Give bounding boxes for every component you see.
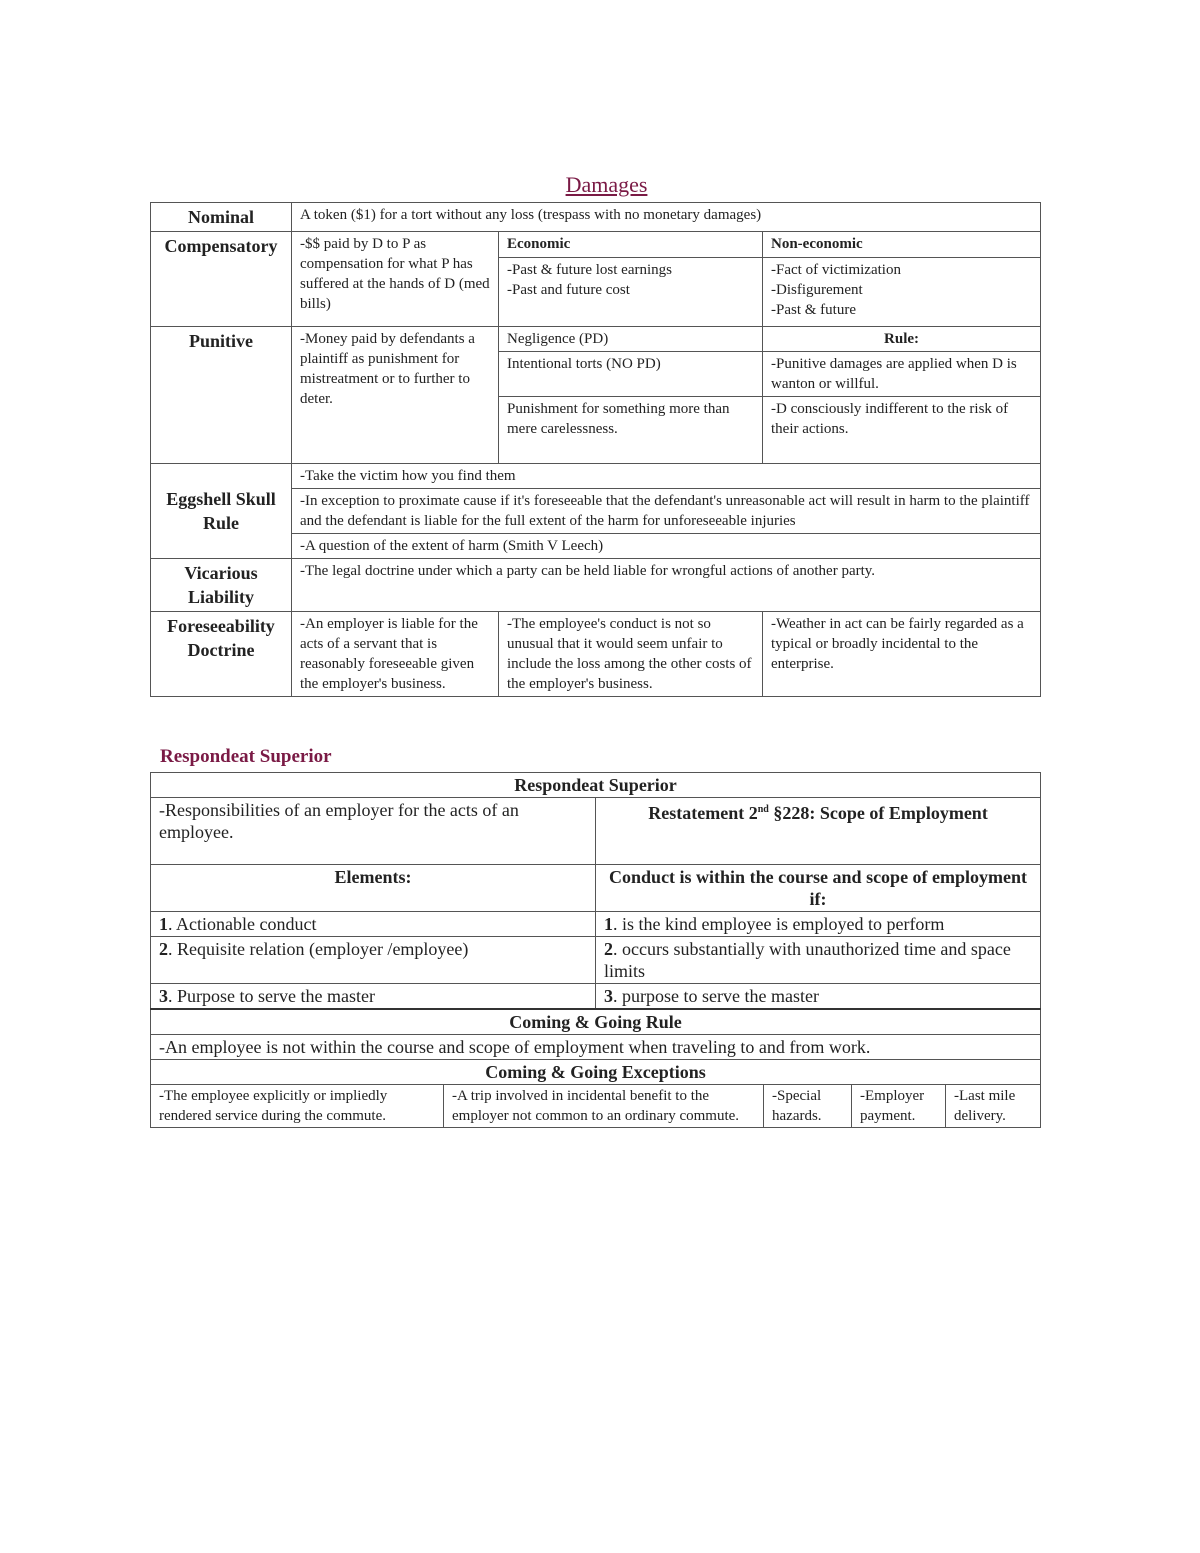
coming-going-head: Coming & Going Rule bbox=[151, 1009, 1041, 1035]
foreseeability-row bbox=[151, 612, 1041, 697]
eggshell-row bbox=[151, 464, 1041, 489]
element-num: 2 bbox=[159, 939, 168, 959]
noneconomic-item: -Past & future bbox=[771, 302, 856, 319]
exception-cell: -A trip involved in incidental benefit to the employer not common to an ordinary commute. bbox=[444, 1085, 764, 1128]
economic-item: -Past and future cost bbox=[507, 282, 630, 299]
foreseeability-label: Foreseeability Doctrine bbox=[151, 612, 292, 697]
economic-head: Economic bbox=[499, 232, 763, 258]
economic-list bbox=[499, 258, 763, 327]
noneconomic-head: Non-economic bbox=[763, 232, 1041, 258]
conduct-text: . is the kind employee is employed to perform bbox=[613, 914, 945, 934]
respondeat-def-row bbox=[151, 798, 1041, 865]
conduct-num: 2 bbox=[604, 939, 613, 959]
exceptions-head-row bbox=[151, 1060, 1041, 1085]
conduct-cell bbox=[596, 984, 1041, 1010]
element-num: 3 bbox=[159, 986, 168, 1006]
nominal-text: A token ($1) for a tort without any loss (trespass with no monetary damages) bbox=[292, 203, 1041, 232]
compensatory-desc: -$$ paid by D to P as compensation for what P has suffered at the hands of D (med bills) bbox=[292, 232, 499, 327]
exception-cell: -Last mile delivery. bbox=[946, 1085, 1041, 1128]
vicarious-text: -The legal doctrine under which a party can be held liable for wrongful actions of another party. bbox=[292, 559, 1041, 612]
exception-cell: -Special hazards. bbox=[764, 1085, 852, 1128]
negligence-cell: Negligence (PD) bbox=[499, 327, 763, 352]
restatement-pre: Restatement 2 bbox=[648, 803, 758, 823]
foreseeability-col: -Weather in act can be fairly regarded as a typical or broadly incidental to the enterprise. bbox=[763, 612, 1041, 697]
foreseeability-col: -The employee's conduct is not so unusual that it would seem unfair to include the loss among the other costs of the employer's business. bbox=[499, 612, 763, 697]
exceptions-head: Coming & Going Exceptions bbox=[151, 1060, 1041, 1085]
rule1-cell: -Punitive damages are applied when D is wanton or willful. bbox=[763, 352, 1041, 397]
punitive-label: Punitive bbox=[151, 327, 292, 464]
rule2-cell: -D consciously indifferent to the risk of their actions. bbox=[763, 397, 1041, 464]
damages-table bbox=[150, 202, 1041, 697]
element-row bbox=[151, 912, 1041, 937]
vicarious-row bbox=[151, 559, 1041, 612]
restatement-post: §228: Scope of Employment bbox=[768, 803, 988, 823]
coming-going-text-row bbox=[151, 1035, 1041, 1060]
respondeat-table-title: Respondeat Superior bbox=[151, 773, 1041, 798]
element-text: . Requisite relation (employer /employee) bbox=[168, 939, 469, 959]
exceptions-row bbox=[151, 1085, 1041, 1128]
restatement-sup: nd bbox=[757, 804, 769, 815]
conduct-text: . occurs substantially with unauthorized time and space limits bbox=[604, 939, 1011, 981]
eggshell-label: Eggshell Skull Rule bbox=[151, 464, 292, 559]
conduct-num: 1 bbox=[604, 914, 613, 934]
noneconomic-item: -Fact of victimization bbox=[771, 262, 901, 279]
coming-going-head-row bbox=[151, 1009, 1041, 1035]
compensatory-row bbox=[151, 232, 1041, 258]
exception-cell: -Employer payment. bbox=[852, 1085, 946, 1128]
vicarious-label: Vicarious Liability bbox=[151, 559, 292, 612]
respondeat-title-row bbox=[151, 773, 1041, 798]
element-row bbox=[151, 984, 1041, 1010]
exception-cell: -The employee explicitly or impliedly rendered service during the commute. bbox=[151, 1085, 444, 1128]
element-num: 1 bbox=[159, 914, 168, 934]
element-text: . Purpose to serve the master bbox=[168, 986, 375, 1006]
restatement-heading bbox=[596, 798, 1041, 865]
element-cell bbox=[151, 937, 596, 984]
conduct-text: . purpose to serve the master bbox=[613, 986, 819, 1006]
conduct-cell bbox=[596, 937, 1041, 984]
intentional-cell: Intentional torts (NO PD) bbox=[499, 352, 763, 397]
nominal-label: Nominal bbox=[151, 203, 292, 232]
punitive-row bbox=[151, 327, 1041, 352]
eggshell-line: -A question of the extent of harm (Smith V Leech) bbox=[292, 534, 1041, 559]
nominal-row bbox=[151, 203, 1041, 232]
punishment-cell: Punishment for something more than mere carelessness. bbox=[499, 397, 763, 464]
eggshell-line: -In exception to proximate cause if it's foreseeable that the defendant's unreasonable act will result in harm to the plaintiff and the defendant is liable for the full extent of the harm for unforeseeable injuries bbox=[292, 489, 1041, 534]
eggshell-line: -Take the victim how you find them bbox=[292, 464, 1041, 489]
conduct-num: 3 bbox=[604, 986, 613, 1006]
elements-head: Elements: bbox=[151, 865, 596, 912]
respondeat-table bbox=[150, 772, 1041, 1128]
noneconomic-list bbox=[763, 258, 1041, 327]
page-title: Damages bbox=[565, 172, 648, 197]
rule-head: Rule: bbox=[763, 327, 1041, 352]
coming-going-text: -An employee is not within the course and scope of employment when traveling to and from work. bbox=[151, 1035, 1041, 1060]
conduct-head: Conduct is within the course and scope of employment if: bbox=[596, 865, 1041, 912]
section-heading: Respondeat Superior bbox=[160, 746, 332, 767]
conduct-cell bbox=[596, 912, 1041, 937]
compensatory-label: Compensatory bbox=[151, 232, 292, 327]
noneconomic-item: -Disfigurement bbox=[771, 282, 863, 299]
element-row bbox=[151, 937, 1041, 984]
respondeat-definition: -Responsibilities of an employer for the acts of an employee. bbox=[151, 798, 596, 865]
element-cell bbox=[151, 912, 596, 937]
punitive-desc: -Money paid by defendants a plaintiff as punishment for mistreatment or to further to deter. bbox=[292, 327, 499, 464]
elements-head-row bbox=[151, 865, 1041, 912]
element-text: . Actionable conduct bbox=[168, 914, 317, 934]
foreseeability-col: -An employer is liable for the acts of a servant that is reasonably foreseeable given the employer's business. bbox=[292, 612, 499, 697]
economic-item: -Past & future lost earnings bbox=[507, 262, 672, 279]
element-cell bbox=[151, 984, 596, 1010]
